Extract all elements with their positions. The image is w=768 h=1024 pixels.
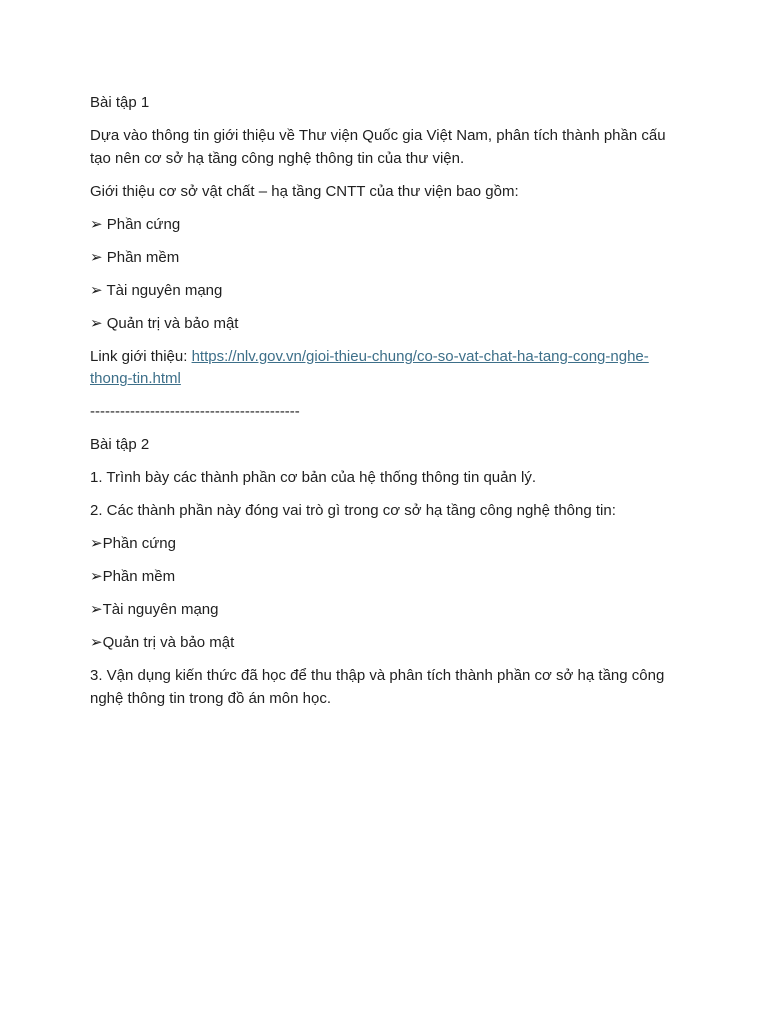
section1-item-hardware: ➢ Phần cứng: [90, 215, 181, 233]
section2-title: Bài tập 2: [90, 436, 150, 453]
section2-question-2: 2. Các thành phần này đóng vai trò gì trong cơ sở hạ tầng công nghệ thông tin:: [90, 502, 616, 519]
document-page: [90, 92, 680, 721]
section2-question-3: 3. Vận dụng kiến thức đã học để thu thập và phân tích thành phần cơ sở hạ tầng công nghệ thông tin trong đồ án môn học.: [90, 667, 665, 707]
intro-link-paragraph: [90, 346, 680, 391]
section1-item-security: ➢ Quản trị và bảo mật: [90, 314, 239, 332]
section-divider: ------------------------------------------: [90, 403, 300, 420]
section1-item-network: ➢ Tài nguyên mạng: [90, 281, 223, 299]
section2-item-security: ➢Quản trị và bảo mật: [90, 634, 235, 651]
section2-question-1: 1. Trình bày các thành phần cơ bản của hệ thống thông tin quản lý.: [90, 469, 536, 486]
intro-link-label: Link giới thiệu:: [90, 347, 192, 365]
section1-intro: Dựa vào thông tin giới thiệu về Thư viện Quốc gia Việt Nam, phân tích thành phần cấu tạo nên cơ sở hạ tầng công nghệ thông tin của thư viện.: [90, 127, 666, 167]
section2-item-network: ➢Tài nguyên mạng: [90, 601, 219, 618]
section1-lead: Giới thiệu cơ sở vật chất – hạ tầng CNTT của thư viện bao gồm:: [90, 182, 519, 200]
intro-link[interactable]: https://nlv.gov.vn/gioi-thieu-chung/co-so-vat-chat-ha-tang-cong-nghe-thong-tin.html: [90, 347, 649, 387]
section2-item-hardware: ➢Phần cứng: [90, 535, 176, 552]
section1-title: Bài tập 1: [90, 94, 150, 111]
section2-item-software: ➢Phần mềm: [90, 568, 176, 585]
section1-item-software: ➢ Phần mềm: [90, 248, 180, 266]
